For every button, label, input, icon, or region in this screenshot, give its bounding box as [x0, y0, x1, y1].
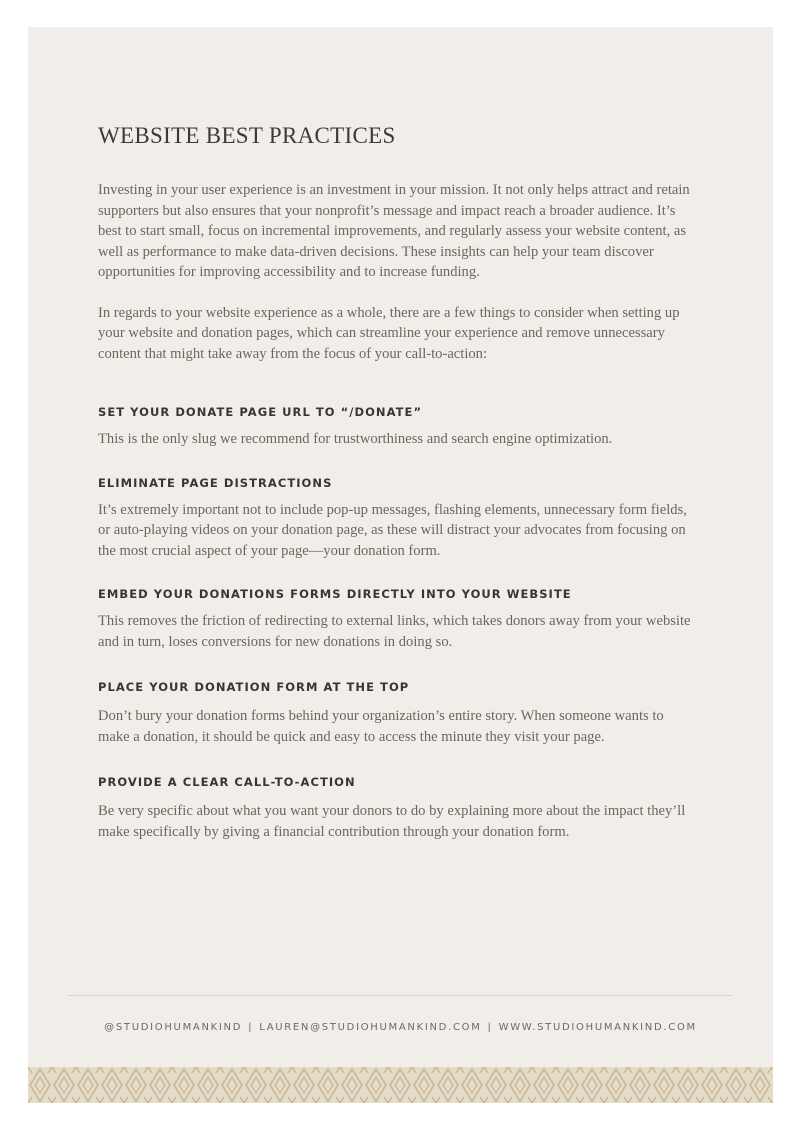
section-body: This is the only slug we recommend for trustworthiness and search engine optimization. [98, 431, 613, 447]
section-heading: SET YOUR DONATE PAGE URL TO “/DONATE” [98, 405, 423, 419]
document-content [98, 123, 698, 842]
footer-website: WWW.STUDIOHUMANKIND.COM [498, 1022, 697, 1033]
document-page [28, 27, 773, 1103]
section-form-at-top [98, 680, 698, 747]
intro-paragraph: Investing in your user experience is an investment in your mission. It not only helps attract and retain supporters but also ensures that your nonprofit’s message and impact reach a broader audience. It’s best to start small, focus on incremental improvements, and regularly assess your website content, as well as performance to make data-driven decisions. These insights can help your team discover opportunities for improving accessibility and to increase funding. [98, 182, 690, 280]
intro-paragraph: In regards to your website experience as a whole, there are a few things to consider when setting up your website and donation pages, which can streamline your experience and remove unnecessary content that might take away from the focus of your call-to-action: [98, 304, 680, 362]
section-heading: ELIMINATE PAGE DISTRACTIONS [98, 475, 333, 490]
footer-separator: | [248, 1022, 254, 1033]
section-heading: PROVIDE A CLEAR CALL-TO-ACTION [98, 775, 356, 789]
section-body: It’s extremely important not to include pop-up messages, flashing elements, unnecessary form fields, or auto-playing videos on your donation page, as these will distract your advocates from focusing on the most crucial aspect of your page—your donation form. [98, 501, 687, 559]
section-body: This removes the friction of redirecting to external links, which takes donors away from your website and in turn, loses conversions for new donations in doing so. [98, 613, 691, 650]
section-embed-forms [98, 587, 698, 652]
footer [28, 1022, 773, 1033]
section-body: Be very specific about what you want your donors to do by explaining more about the impact they’ll make specifically by giving a financial contribution through your donation form. [98, 803, 686, 840]
section-heading: EMBED YOUR DONATIONS FORMS DIRECTLY INTO YOUR WEBSITE [98, 587, 572, 601]
section-page-distractions [98, 476, 698, 562]
footer-email: LAUREN@STUDIOHUMANKIND.COM [259, 1022, 482, 1033]
decorative-diamond-pattern [28, 1067, 773, 1103]
section-body: Don’t bury your donation forms behind your organization’s entire story. When someone wants to make a donation, it should be quick and easy to access the minute they visit your page. [98, 708, 664, 745]
page-title: WEBSITE BEST PRACTICES [98, 123, 396, 148]
section-donate-url [98, 405, 698, 450]
section-call-to-action [98, 775, 698, 842]
footer-separator: | [487, 1022, 493, 1033]
section-heading: PLACE YOUR DONATION FORM AT THE TOP [98, 680, 410, 694]
footer-handle: @STUDIOHUMANKIND [104, 1022, 243, 1033]
footer-divider [68, 995, 732, 996]
